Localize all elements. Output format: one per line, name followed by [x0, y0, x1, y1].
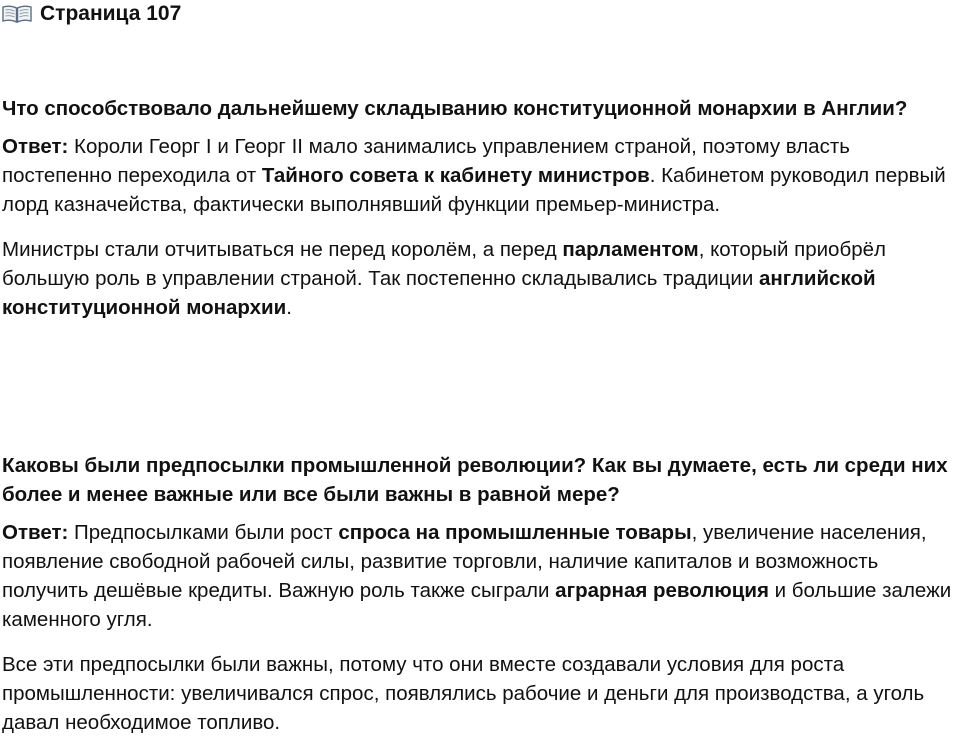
answer-2-paragraph-2: Все эти предпосылки были важны, потому что они вместе создавали условия для роста промышленности: увеличивался спрос, появлялись рабочие и деньги для производства, а уголь давал необходимое топливо. [2, 653, 925, 734]
question-1: Что способствовало дальнейшему складыванию конституционной монархии в Англии? [2, 97, 908, 120]
section-2 [2, 451, 954, 737]
bold-term: парламентом [562, 238, 699, 261]
answer-label: Ответ: [2, 135, 69, 158]
answer-1-paragraph-2: Министры стали отчитываться не перед королём, а перед парламентом, который приобрёл большую роль в управлении страной. Так постепенно складывались традиции английской конституционной монархии. [2, 238, 886, 319]
bold-term: Тайного совета к кабинету министров [261, 164, 650, 187]
open-book-icon [2, 4, 32, 24]
answer-1-paragraph-1: Ответ: Короли Георг I и Георг II мало занимались управлением страной, поэтому власть постепенно переходила от Тайного совета к кабинету министров. Кабинетом руководил первый лорд казначейства, фактически выполнявший функции премьер-министра. [2, 135, 946, 216]
question-2: Каковы были предпосылки промышленной революции? Как вы думаете, есть ли среди них более и менее важные или все были важны в равной мере? [2, 454, 948, 506]
answer-label: Ответ: [2, 521, 69, 544]
page-title: Страница 107 [40, 2, 182, 25]
page-header [2, 0, 954, 28]
bold-term: спроса на промышленные товары [338, 521, 692, 544]
answer-2-paragraph-1: Ответ: Предпосылками были рост спроса на промышленные товары, увеличение населения, появление свободной рабочей силы, развитие торговли, наличие капиталов и возможность получить дешёвые кредиты. Важную роль также сыграли аграрная революция и большие залежи каменного угля. [2, 521, 952, 631]
bold-term: английской конституционной монархии [2, 267, 876, 319]
bold-term: аграрная революция [555, 579, 769, 602]
section-1 [2, 94, 954, 322]
